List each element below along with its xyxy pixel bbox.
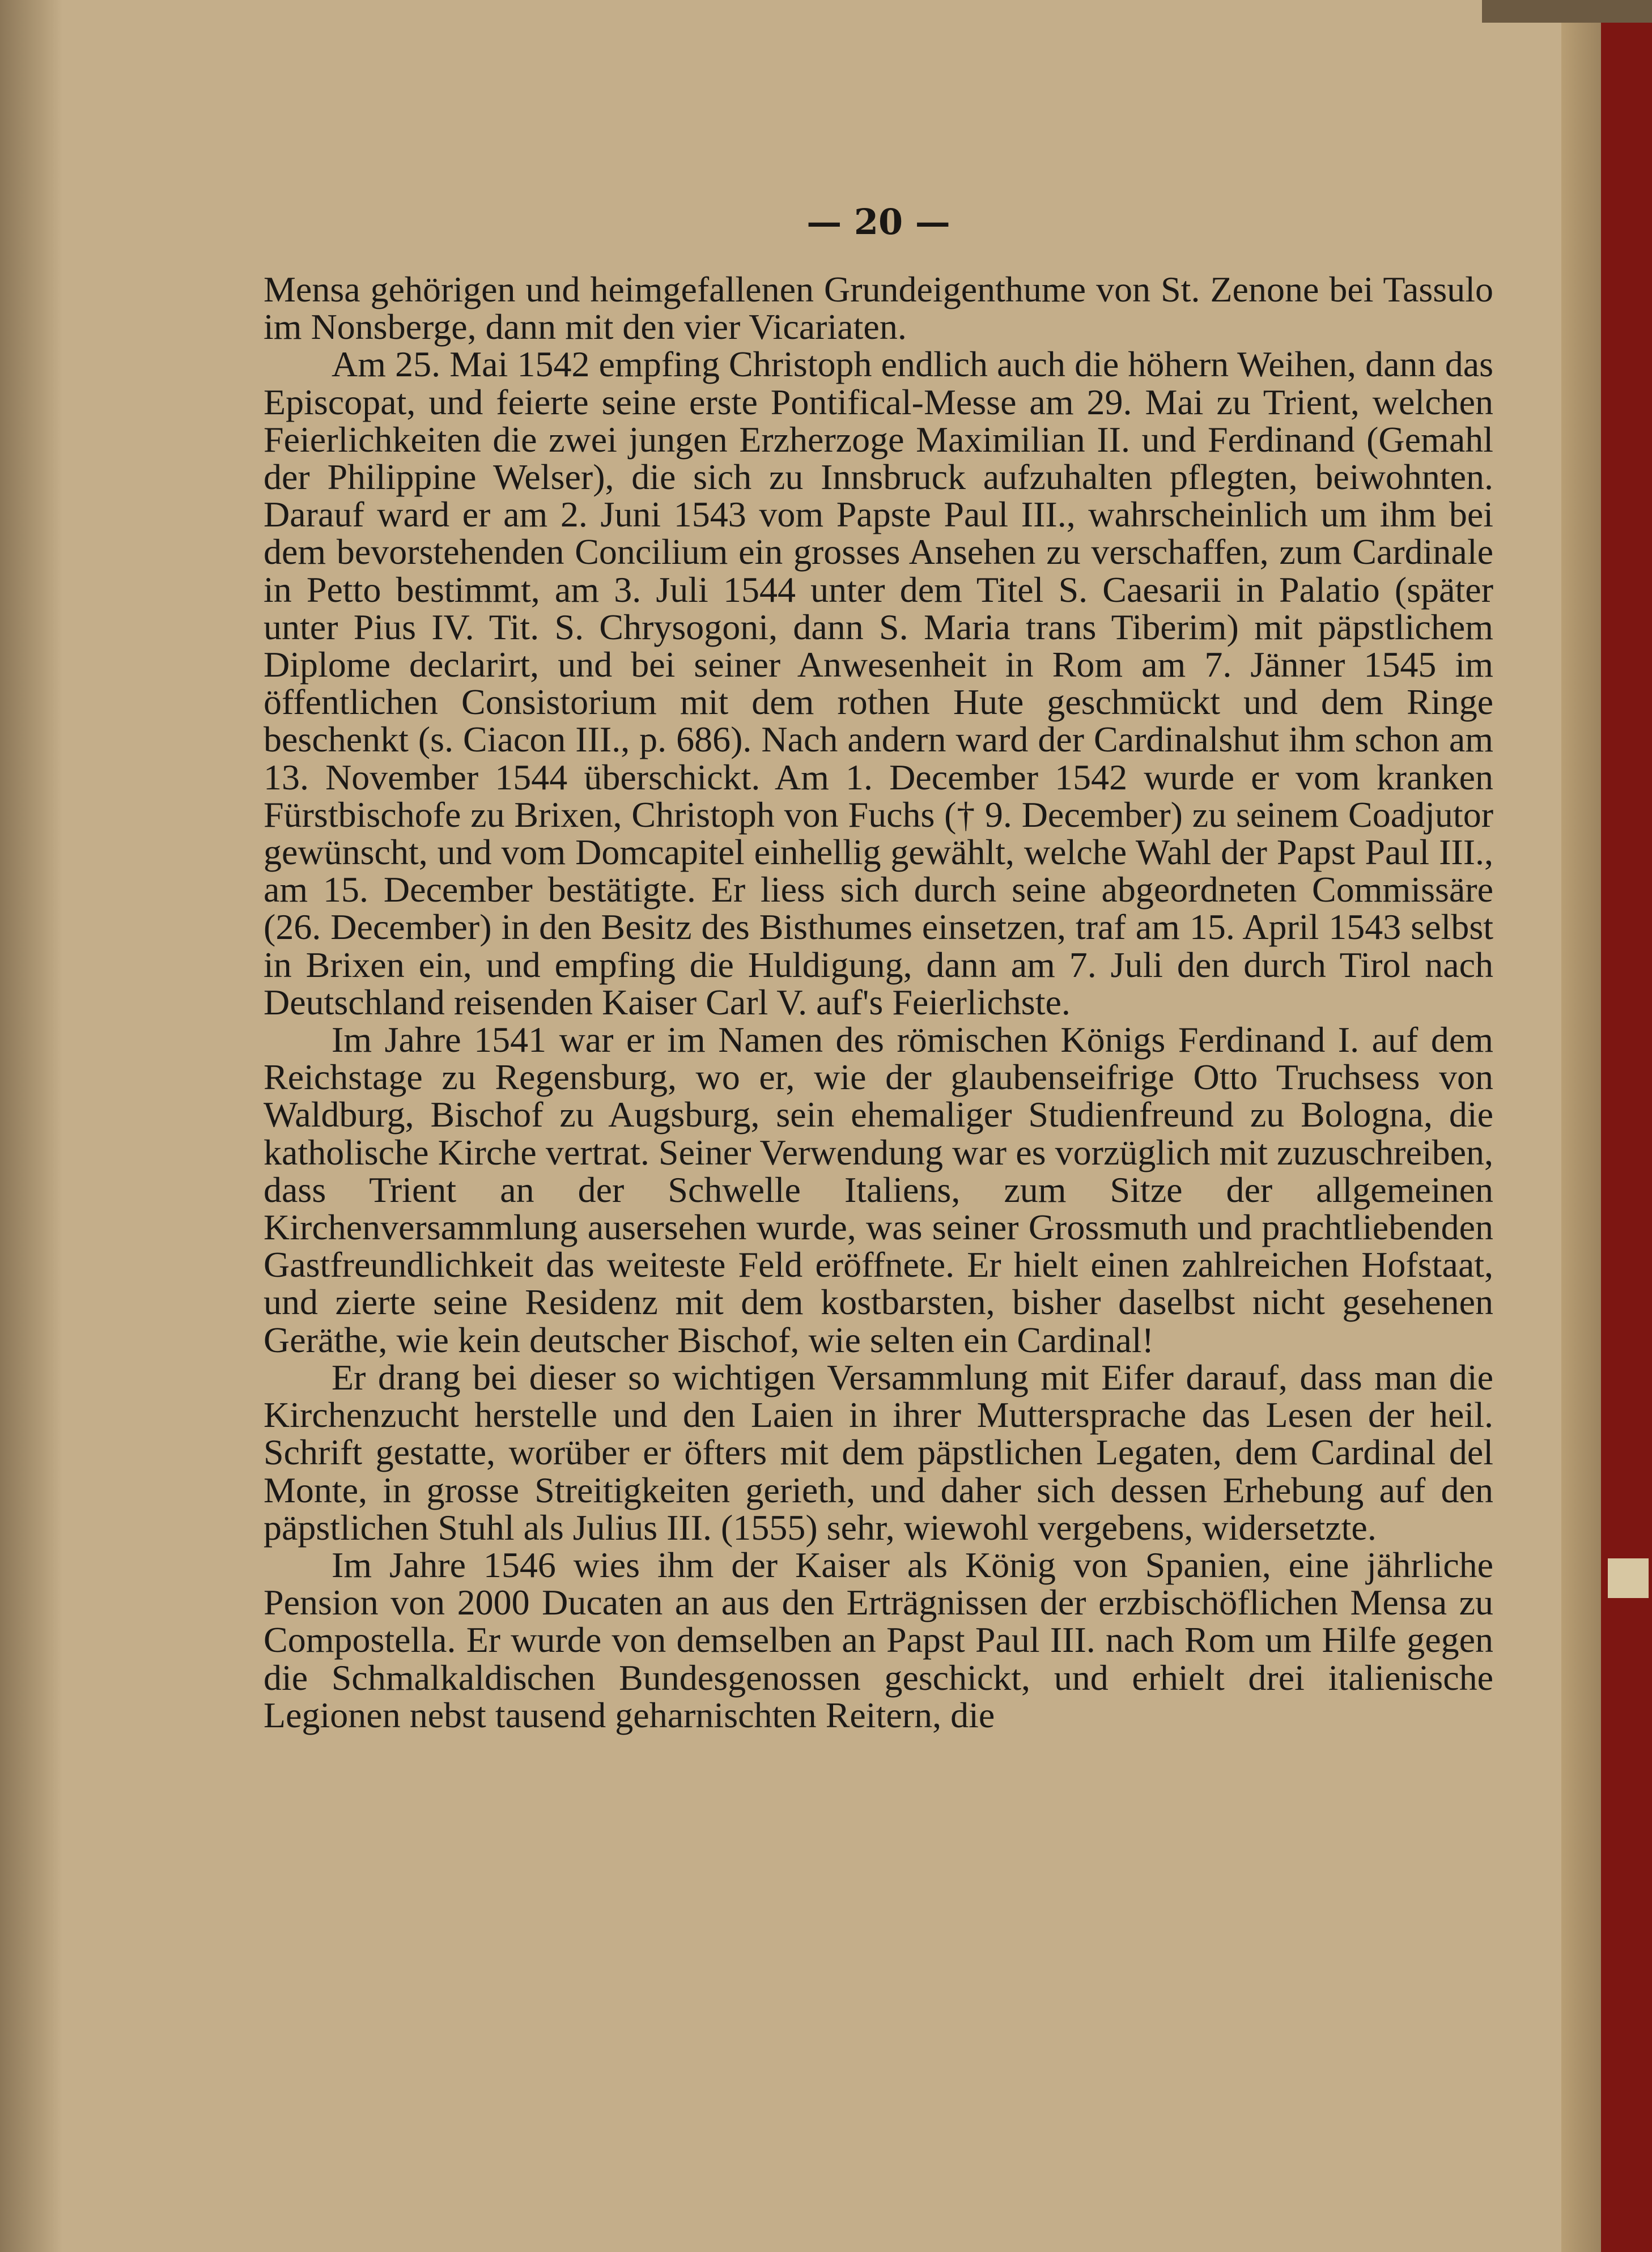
spine-paper-mark <box>1608 1558 1649 1598</box>
binding-shadow <box>0 0 62 2252</box>
paragraph: Im Jahre 1546 wies ihm der Kaiser als König von Spanien, eine jährliche Pension von 2000 Ducaten an aus den Erträgnissen der erzbischöflichen Mensa zu Compostella. Er wurde von demselben an Papst Paul III. nach Rom um Hilfe gegen die Schmalkaldischen Bundesgenossen geschickt, und erhielt drei italienische Legionen nebst tausend geharnischten Reitern, die <box>264 1544 1493 1735</box>
paragraph-continuation: Mensa gehörigen und heimgefallenen Grundeigenthume von St. Zenone bei Tassulo im Nonsberge, dann mit den vier Vicariaten. <box>264 269 1493 347</box>
paragraph: Er drang bei dieser so wichtigen Versammlung mit Eifer darauf, dass man die Kirchenzucht herstelle und den Laien in ihrer Muttersprache das Lesen der heil. Schrift gestatte, worüber er öfters mit dem päpstlichen Legaten, dem Cardinal del Monte, in grosse Streitigkeiten gerieth, und daher sich dessen Erhebung auf den päpstlichen Stuhl als Julius III. (1555) sehr, wiewohl vergebens, widersetzte. <box>264 1357 1493 1548</box>
paragraph: Im Jahre 1541 war er im Namen des römischen Königs Ferdinand I. auf dem Reichstage zu Regensburg, wo er, wie der glaubenseifrige Otto Truchsess von Waldburg, Bischof zu Augsburg, sein ehemaliger Studienfreund zu Bologna, die katholische Kirche vertrat. Seiner Verwendung war es vorzüglich mit zuzuschreiben, dass Trient an der Schwelle Italiens, zum Sitze der allgemeinen Kirchenversammlung ausersehen wurde, was seiner Grossmuth und prachtliebenden Gastfreundlichkeit das weiteste Feld eröffnete. Er hielt einen zahlreichen Hofstaat, und zierte seine Residenz mit dem kostbarsten, bisher daselbst nicht gesehenen Geräthe, wie kein deutscher Bischof, wie selten ein Cardinal! <box>264 1019 1493 1360</box>
paragraph: Am 25. Mai 1542 empfing Christoph endlich auch die höhern Weihen, dann das Episcopat, und feierte seine erste Pontifical-Messe am 29. Mai zu Trient, welchen Feierlichkeiten die zwei jungen Erzherzoge Maximilian II. und Ferdinand (Gemahl der Philippine Welser), die sich zu Innsbruck aufzuhalten pflegten, beiwohnten. Darauf ward er am 2. Juni 1543 vom Papste Paul III., wahrscheinlich um ihm bei dem bevorstehenden Concilium ein grosses Ansehen zu verschaffen, zum Cardinale in Petto bestimmt, am 3. Juli 1544 unter dem Titel S. Caesarii in Palatio (später unter Pius IV. Tit. S. Chrysogoni, dann S. Maria trans Tiberim) mit päpstlichem Diplome declarirt, und bei seiner Anwesenheit in Rom am 7. Jänner 1545 im öffentlichen Consistorium mit dem rothen Hute geschmückt und dem Ringe beschenkt (s. Ciacon III., p. 686). Nach andern ward der Cardinalshut ihm schon am 13. November 1544 überschickt. Am 1. December 1542 wurde er vom kranken Fürstbischofe zu Brixen, Christoph von Fuchs († 9. December) zu seinem Coadjutor gewünscht, und vom Domcapitel einhellig gewählt, welche Wahl der Papst Paul III., am 15. December bestätigte. Er liess sich durch seine abgeordneten Commissäre (26. December) in den Besitz des Bisthumes einsetzen, traf am 15. April 1543 selbst in Brixen ein, und empfing die Huldigung, dann am 7. Juli den durch Tirol nach Deutschland reisenden Kaiser Carl V. auf's Feierlichste. <box>264 344 1493 1022</box>
page-edge <box>1561 0 1601 2252</box>
page-number: — 20 — <box>806 201 950 243</box>
book-spine-edge <box>1601 0 1652 2252</box>
text-body <box>264 271 1493 1734</box>
top-edge-shadow <box>1482 0 1652 23</box>
